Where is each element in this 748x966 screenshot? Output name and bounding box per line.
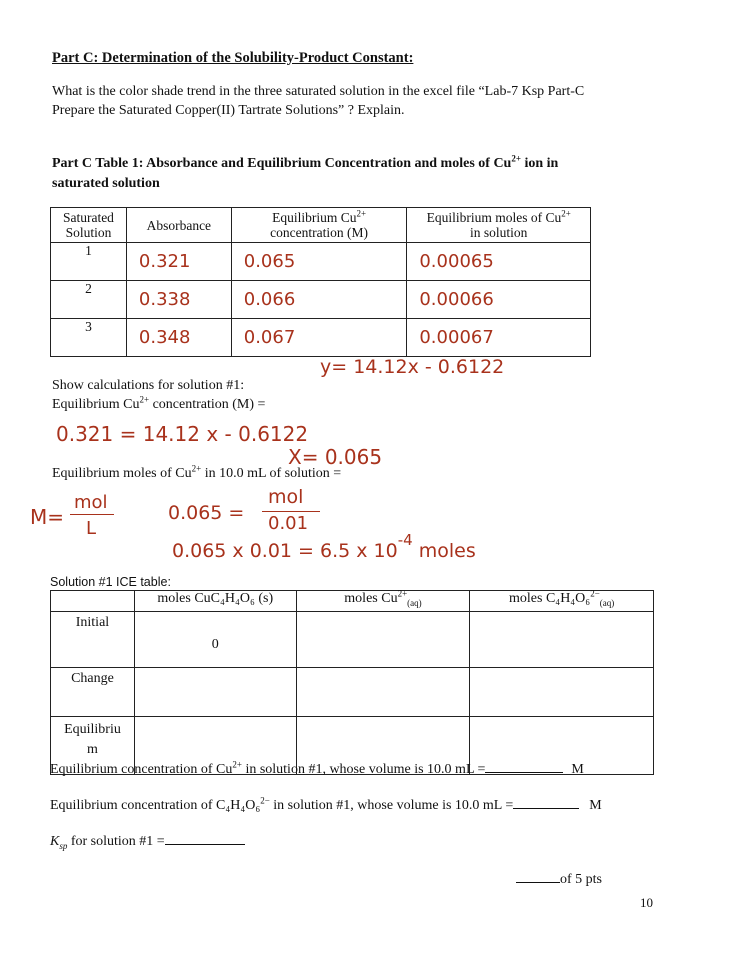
- table-row: [51, 668, 654, 717]
- points-blank[interactable]: [516, 870, 560, 883]
- handwritten-m: M=: [30, 505, 65, 529]
- handwritten-mol-2: mol: [268, 486, 304, 508]
- part-c-heading: Part C: Determination of the Solubility-Product Constant:: [52, 50, 414, 66]
- moles-value: 0.00067: [407, 319, 591, 357]
- handwritten-x-value: X= 0.065: [288, 445, 383, 469]
- moles-value: 0.00066: [407, 281, 591, 319]
- ice-table-title: Solution #1 ICE table:: [50, 575, 171, 589]
- calc-label-2: Equilibrium $Cu^{2+}$ concentration (M) =: [52, 394, 266, 412]
- moles-value: 0.00065: [407, 243, 591, 281]
- ice-header-cu: moles $Cu^{2+}_{(aq)}$: [296, 591, 470, 612]
- answer-blank[interactable]: [165, 832, 245, 845]
- question-line-2: Prepare the Saturated Copper(II) Tartrate Solutions” ? Explain.: [52, 103, 405, 118]
- ice-header-solid: moles CuC₄H₄O₆ (s): [134, 591, 296, 612]
- solution-number: 3: [51, 319, 127, 357]
- ice-row-change: Change: [51, 668, 135, 717]
- ice-header-tartrate: moles C₄H₄O₆$^{2-}_{(aq)}$: [470, 591, 654, 612]
- concentration-value: 0.067: [231, 319, 407, 357]
- table-row: [51, 319, 591, 357]
- absorbance-table: [50, 207, 591, 357]
- ice-cell: [470, 668, 654, 717]
- header-absorbance: Absorbance: [126, 208, 231, 243]
- calc-label-3: Equilibrium moles of $Cu^{2+}$ in 10.0 mL of solution =: [52, 463, 342, 481]
- handwritten-l: L: [86, 518, 97, 539]
- points-line: of 5 pts: [516, 870, 602, 888]
- handwritten-result: 0.065 x 0.01 = 6.5 x $10^{-4}$ moles: [172, 531, 476, 562]
- handwritten-volume: 0.01: [268, 513, 309, 534]
- header-concentration: Equilibrium $Cu^{2+}$ concentration (M): [231, 208, 407, 243]
- table-row: [51, 281, 591, 319]
- table-row: [51, 612, 654, 668]
- header-moles: Equilibrium moles of $Cu^{2+}$ in solution: [407, 208, 591, 243]
- answer-blank[interactable]: [513, 796, 579, 809]
- handwritten-equation: 0.321 = 14.12 x - 0.6122: [56, 422, 309, 446]
- table1-caption-line2: saturated solution: [52, 176, 160, 191]
- ice-header-blank: [51, 591, 135, 612]
- question-line-1: What is the color shade trend in the three saturated solution in the excel file “Lab-7 Ksp Part-C: [52, 84, 585, 99]
- handwritten-conc: 0.065 =: [168, 502, 245, 524]
- absorbance-value: 0.321: [126, 243, 231, 281]
- answer-ksp: $K_{sp}$ for solution #1 =: [50, 832, 245, 850]
- header-solution: Saturated Solution: [51, 208, 127, 243]
- ice-cell: [296, 612, 470, 668]
- solution-number: 1: [51, 243, 127, 281]
- page-number: 10: [640, 895, 653, 910]
- ice-table: [50, 590, 654, 775]
- answer-blank[interactable]: [485, 760, 563, 773]
- ice-cell: [470, 612, 654, 668]
- absorbance-value: 0.338: [126, 281, 231, 319]
- concentration-value: 0.065: [231, 243, 407, 281]
- ice-row-equilibrium: Equilibriu m: [51, 717, 135, 775]
- calc-label-1: Show calculations for solution #1:: [52, 378, 245, 393]
- answer-tartrate-concentration: Equilibrium concentration of C₄H₄O₆$^{2-}$ in solution #1, whose volume is 10.0 mL = M: [50, 795, 602, 813]
- regression-equation: y= 14.12x - 0.6122: [320, 356, 505, 378]
- answer-cu-concentration: Equilibrium concentration of $Cu^{2+}$ in solution #1, whose volume is 10.0 mL = M: [50, 759, 584, 777]
- solution-number: 2: [51, 281, 127, 319]
- ice-cell: [134, 668, 296, 717]
- ice-cell: [296, 668, 470, 717]
- table-row: [51, 243, 591, 281]
- absorbance-value: 0.348: [126, 319, 231, 357]
- ice-initial-solid: 0: [134, 612, 296, 668]
- fraction-bar: [70, 514, 114, 515]
- ice-row-initial: Initial: [51, 612, 135, 668]
- table1-caption-line1: Part C Table 1: Absorbance and Equilibrium Concentration and moles of $Cu^{2+}$ ion in: [52, 153, 559, 171]
- fraction-bar-2: [262, 511, 320, 512]
- concentration-value: 0.066: [231, 281, 407, 319]
- handwritten-mol: mol: [74, 492, 108, 513]
